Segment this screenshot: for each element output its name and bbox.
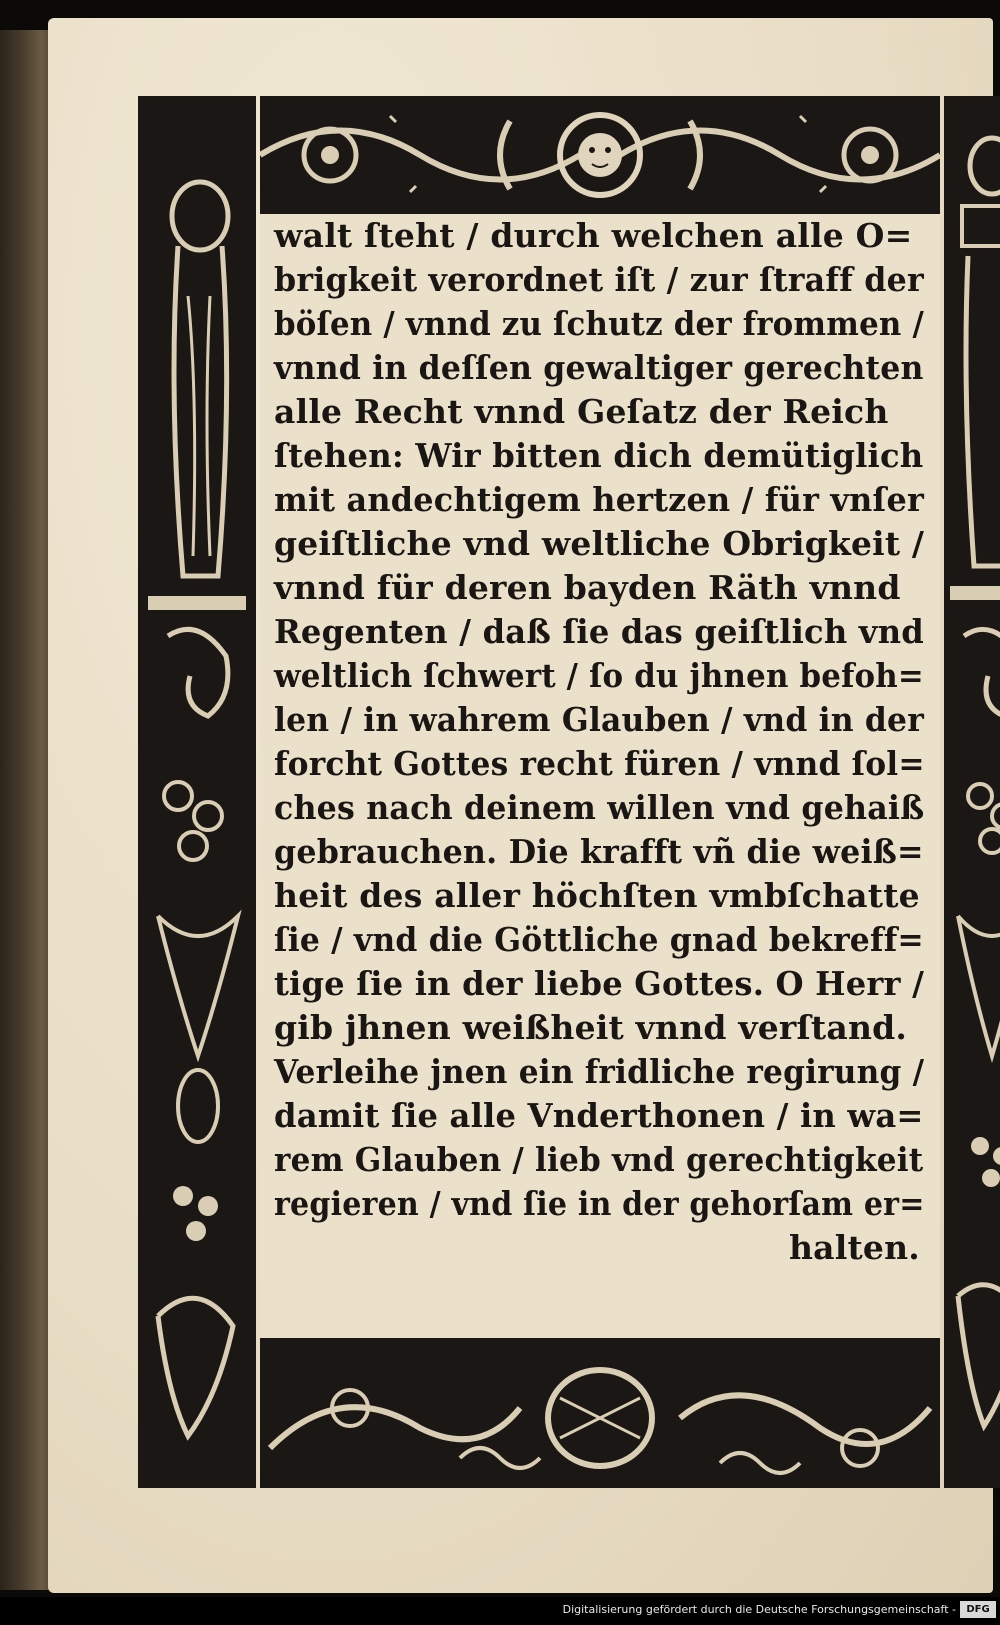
text-line: weltlich ſchwert / ſo du jhnen befoh= (274, 656, 924, 695)
text-line: böſen / vnnd zu ſchutz der frommen / (274, 304, 924, 343)
dfg-logo: DFG (960, 1601, 996, 1618)
text-line: vnnd in deſſen gewaltiger gerechten (274, 348, 924, 387)
text-line: tige ſie in der liebe Gottes. O Herr / (274, 964, 925, 1003)
woodcut-border-top (260, 96, 940, 214)
text-line: ſtehen: Wir bitten dich demütiglich (274, 436, 924, 475)
text-line-final: halten. (788, 1228, 920, 1267)
prayer-text-block (260, 214, 940, 1338)
text-line: mit andechtigem hertzen / für vnſer (274, 480, 924, 519)
text-line: forcht Gottes recht füren / vnnd ſol= (274, 744, 925, 783)
woodcut-border-right (944, 96, 1000, 1488)
text-line: Verleihe jnen ein fridliche regirung / (274, 1052, 925, 1091)
digitization-footer (0, 1597, 1000, 1625)
text-line: ſie / vnd die Göttliche gnad bekreff= (274, 920, 924, 959)
text-line: heit des aller höchſten vmbſchatte (274, 876, 920, 915)
text-line: alle Recht vnnd Geſatz der Reich (274, 392, 889, 431)
book-page (48, 18, 993, 1593)
text-line: brigkeit verordnet iſt / zur ſtraff der (274, 260, 924, 299)
text-line: vnnd für deren bayden Räth vnnd (274, 568, 901, 607)
text-line: Regenten / daß ſie das geiſtlich vnd (274, 612, 924, 651)
text-line: ches nach deinem willen vnd gehaiß (274, 788, 925, 827)
text-line: walt ſteht / durch welchen alle O= (274, 216, 913, 255)
text-line: len / in wahrem Glauben / vnd in der (274, 700, 924, 739)
text-line: gib jhnen weißheit vnnd verſtand. (274, 1008, 908, 1047)
woodcut-border-bottom (260, 1338, 940, 1488)
funding-credit: Digitalisierung gefördert durch die Deutsche Forschungsgemeinschaft - (562, 1603, 956, 1616)
text-line: regieren / vnd ſie in der gehorſam er= (274, 1184, 925, 1223)
text-line: gebrauchen. Die krafft vñ die weiß= (274, 832, 924, 871)
text-line: damit ſie alle Vnderthonen / in wa= (274, 1096, 924, 1135)
text-line: geiſtliche vnd weltliche Obrigkeit / (274, 524, 925, 563)
text-line: rem Glauben / lieb vnd gerechtigkeit (274, 1140, 924, 1179)
woodcut-border-left (138, 96, 256, 1488)
